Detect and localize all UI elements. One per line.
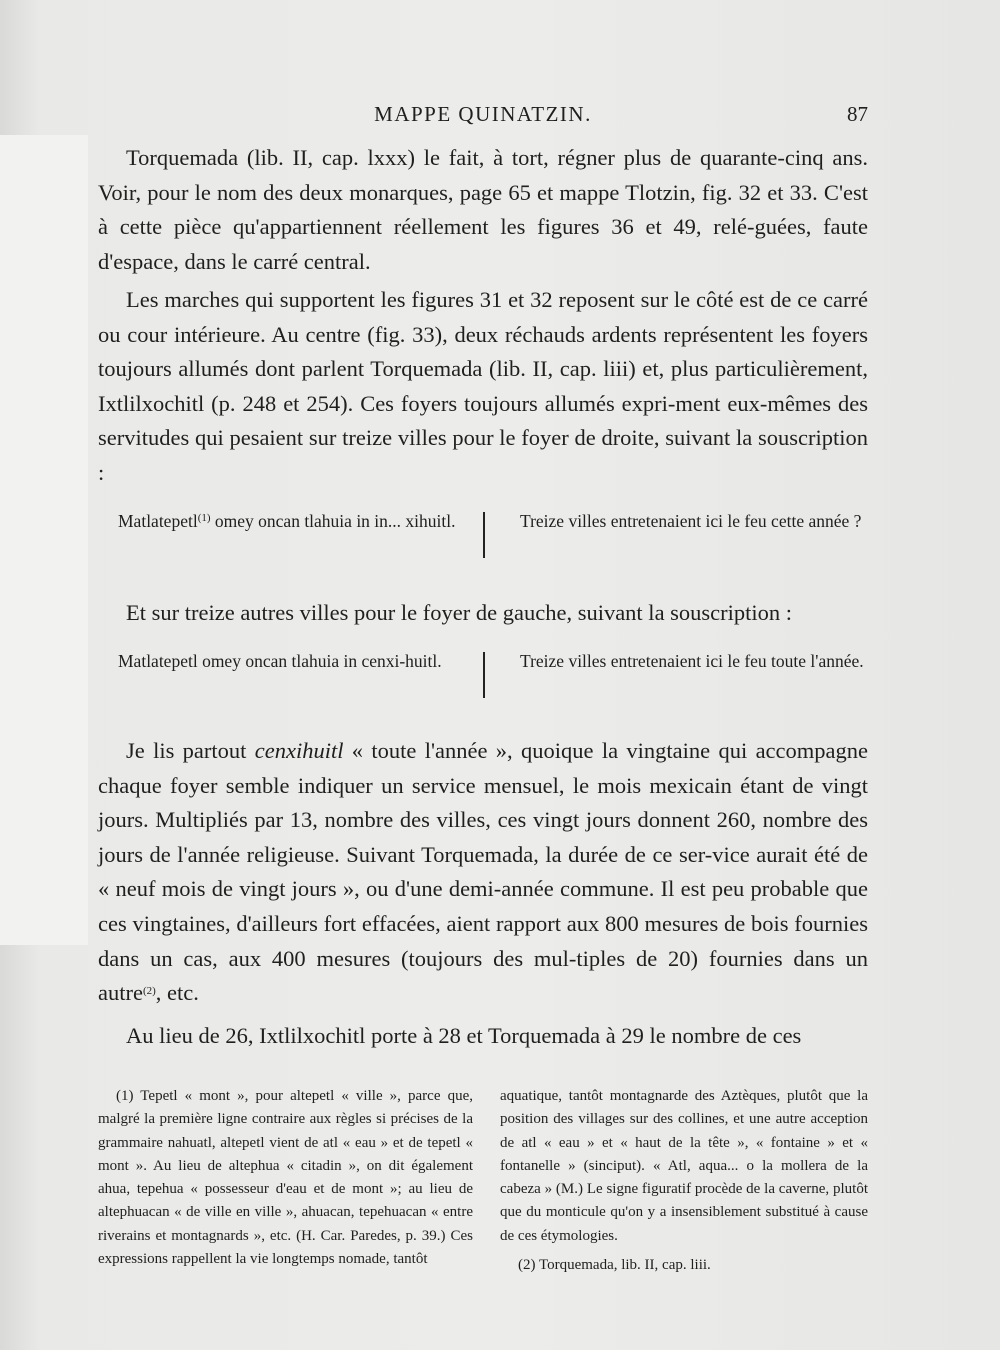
column-divider (483, 512, 485, 558)
paragraph-4 (98, 734, 868, 1011)
page-header (98, 100, 868, 132)
paragraph-1: Torquemada (lib. II, cap. lxxx) le fait, à tort, régner plus de quarante-cinq ans. Voir, pour le nom des deux monarques, page 65 et mappe Tlotzin, fig. 32 et 33. C'est à cette pièce qu'appartiennent réellement les figures 36 et 49, relé-guées, faute d'espace, dans le carré central. (98, 145, 868, 274)
scan-margin-band (0, 135, 88, 945)
text-run: Je lis partout (126, 738, 255, 763)
footnote-ref-1: (1) (197, 512, 211, 524)
italic-term: cenxihuitl (254, 738, 344, 763)
paragraph-3: Et sur treize autres villes pour le foyer de gauche, suivant la souscription : (126, 600, 793, 625)
footnote-1-continuation: aquatique, tantôt montagnarde des Aztèques, plutôt que la position des villages sur des collines, et une autre acception de atl « eau » et « haut de la tête », « fontaine » et « fontanelle » (sinciput). « Atl, aqua... o la mollera de la cabeza » (M.) Le signe figuratif procède de la caverne, plutôt que du monticule qu'on y a insensiblement substitué à cause de ces étymologies. (500, 1088, 868, 1244)
nahuatl-text-a: Matlatepetl (118, 511, 198, 531)
footnote-ref-2: (2) (142, 985, 156, 998)
text-run: « toute l'année », quoique la vingtaine qui accompagne chaque foyer semble indiquer un service mensuel, le mois mexicain étant de vingt jours. Multipliés par 13, nombre des villes, ces vingt jours donnent 260, nombre des jours de l'année religieuse. Suivant Torquemada, la durée de ce ser-vice aurait été de « neuf mois de vingt jours », ou d'une demi-année commune. Il est peu probable que ces vingtaines, d'ailleurs fort effacées, aient rapport aux 800 mesures de bois fournies dans un cas, aux 400 mesures (toujours des mul-tiples de 20) fournies dans un autre (98, 738, 868, 1006)
column-divider (483, 652, 485, 698)
inscription-2 (98, 648, 868, 704)
nahuatl-text-b: omey oncan tlahuia in in... xihuitl. (210, 511, 456, 531)
paragraph-2: Les marches qui supportent les figures 31 et 32 reposent sur le côté est de ce carré ou cour intérieure. Au centre (fig. 33), deux réchauds ardents représentent les foyers toujours allumés dont parlent Torquemada (lib. II, cap. liii) et, plus particulièrement, Ixtlilxochitl (p. 248 et 254). Ces foyers toujours allumés expri-ment eux-mêmes des servitudes qui pesaient sur treize villes pour le foyer de droite, suivant la souscription : (98, 287, 868, 485)
footnote-2: (2) Torquemada, lib. II, cap. liii. (518, 1257, 711, 1274)
inscription-1-nahuatl (118, 508, 468, 534)
footnote-1-part-2 (500, 1085, 868, 1277)
footnote-1-part-1: (1) Tepetl « mont », pour altepetl « ville », parce que, malgré la première ligne contraire aux règles si précises de la grammaire nahuatl, altepetl vient de atl « eau » et de tepetl « mont ». Au lieu de altephua « citadin », on dit également ahua, tepehua « possesseur d'eau et de mont »; au lieu de altephuacan « de ville en ville », ahuacan, tepehuacan « entre riverains et montagnards », etc. (H. Car. Paredes, p. 39.) Ces expressions rappellent la vie longtemps nomade, tantôt (98, 1088, 473, 1268)
inscription-2-french: Treize villes entretenaient ici le feu toute l'année. (520, 651, 864, 671)
inscription-2-nahuatl: Matlatepetl omey oncan tlahuia in cenxi-huitl. (118, 651, 442, 671)
page-number: 87 (847, 102, 868, 126)
running-title: MAPPE QUINATZIN. (374, 102, 592, 126)
inscription-1-french: Treize villes entretenaient ici le feu cette année ? (520, 511, 862, 531)
text-run: , etc. (155, 980, 199, 1006)
inscription-1 (98, 508, 868, 564)
paragraph-5: Au lieu de 26, Ixtlilxochitl porte à 28 et Torquemada à 29 le nombre de ces (126, 1023, 802, 1048)
